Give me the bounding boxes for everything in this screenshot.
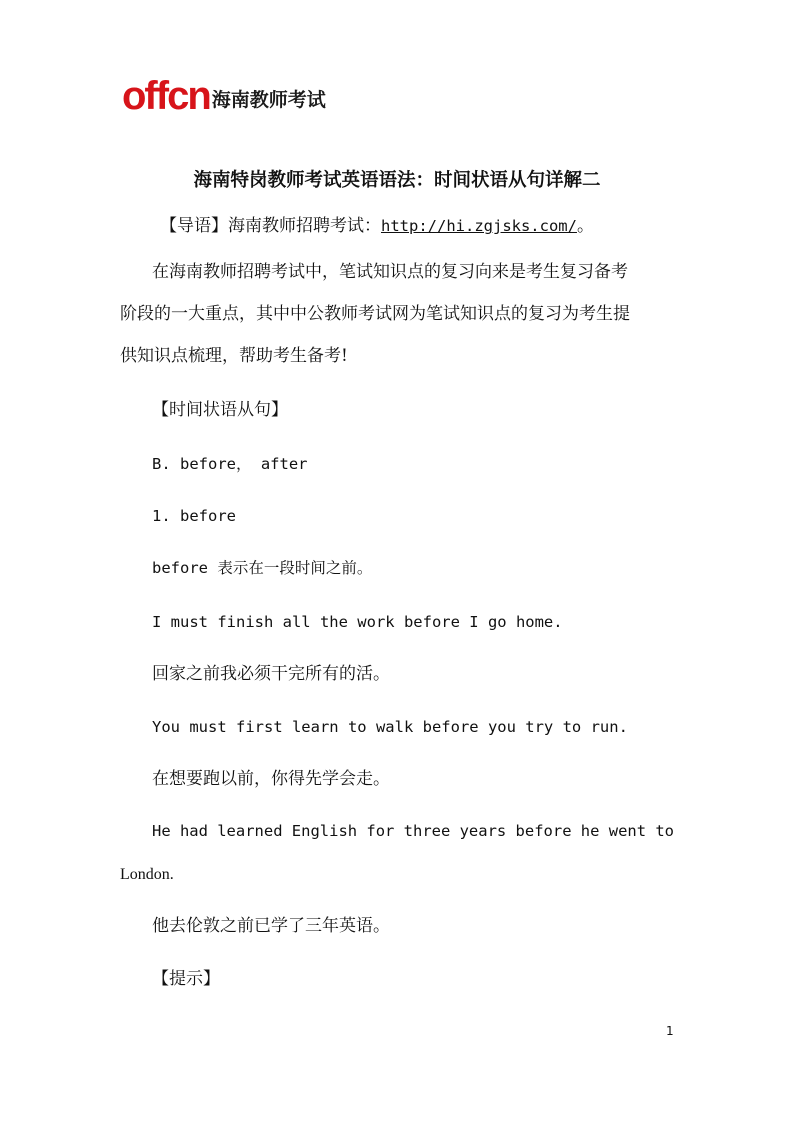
- example-2-en: You must first learn to walk before you try to run.: [152, 718, 628, 736]
- example-3-en-line-1: [152, 822, 674, 840]
- definition: [152, 558, 372, 579]
- guide-end: 。: [576, 216, 594, 236]
- word: learned: [217, 822, 283, 840]
- guide-label: 【导语】海南教师招聘考试：: [160, 216, 381, 236]
- word: had: [179, 822, 208, 840]
- intro-line-3: 供知识点梳理，帮助考生备考!: [120, 346, 348, 366]
- example-3-en-line-2: London.: [120, 866, 174, 883]
- word: for: [366, 822, 395, 840]
- definition-text: before 表示在一段时间之前。: [152, 559, 373, 577]
- word: English: [291, 822, 358, 840]
- word: years: [459, 822, 507, 840]
- example-1-en: I must finish all the work before I go home.: [152, 613, 563, 631]
- page-number: 1: [666, 1024, 674, 1038]
- logo-name: 海南教师考试: [211, 88, 326, 111]
- subheading-1: 1. before: [152, 507, 236, 525]
- intro-line-2: 阶段的一大重点，其中中公教师考试网为笔试知识点的复习为考生提: [120, 304, 630, 324]
- example-1-zh: 回家之前我必须干完所有的活。: [152, 664, 390, 684]
- section-heading: 【时间状语从句】: [152, 400, 288, 420]
- word: before: [515, 822, 572, 840]
- intro-paragraph: [120, 262, 680, 388]
- example-3-zh: 他去伦敦之前已学了三年英语。: [152, 916, 390, 936]
- word: he: [580, 822, 600, 840]
- example-2-zh: 在想要跑以前，你得先学会走。: [152, 769, 390, 789]
- subheading-b: B. before， after: [152, 455, 308, 473]
- offcn-logo: [122, 74, 326, 118]
- intro-line-1: 在海南教师招聘考试中，笔试知识点的复习向来是考生复习备考: [152, 262, 628, 282]
- word: to: [655, 822, 674, 840]
- page-title: 海南特岗教师考试英语语法：时间状语从句详解二: [193, 170, 601, 191]
- word: He: [152, 822, 171, 840]
- tip-heading: 【提示】: [152, 969, 220, 989]
- guide-line: [160, 216, 594, 237]
- guide-link[interactable]: http://hi.zgjsks.com/: [381, 217, 577, 235]
- word: went: [608, 822, 647, 840]
- logo-brand: offcn: [122, 74, 210, 118]
- word: three: [403, 822, 451, 840]
